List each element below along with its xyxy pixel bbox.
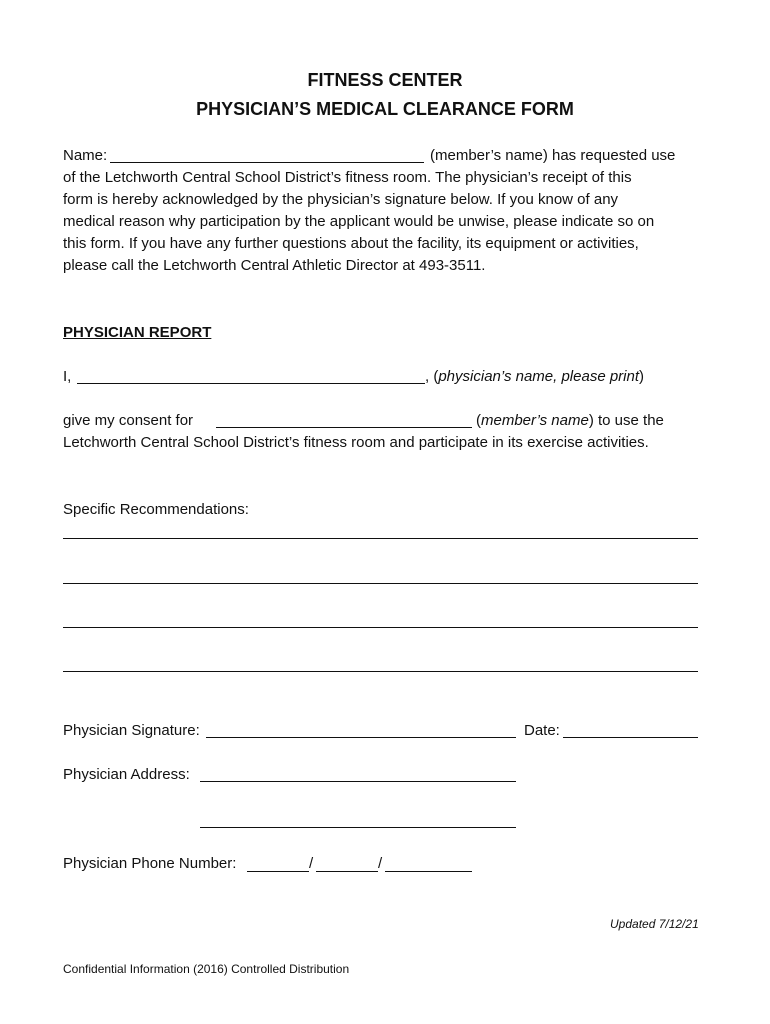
- i-label: I,: [63, 368, 72, 385]
- physician-name-field[interactable]: [77, 383, 425, 384]
- address-label: Physician Address:: [63, 766, 190, 783]
- name-label: Name:: [63, 147, 108, 164]
- recommendations-line-2[interactable]: [63, 583, 698, 584]
- consent-label: give my consent for: [63, 412, 194, 429]
- title-line-2: PHYSICIAN’S MEDICAL CLEARANCE FORM: [196, 99, 574, 119]
- consent-line-2: Letchworth Central School District’s fitness room and participate in its exercise activities.: [63, 434, 649, 451]
- name-suffix-text: (member’s name) has requested use: [430, 147, 676, 164]
- recommendations-line-4[interactable]: [63, 671, 698, 672]
- address-field-line-2[interactable]: [200, 827, 516, 828]
- phone-area-code-field[interactable]: [247, 871, 309, 872]
- intro-line-2: of the Letchworth Central School District’s fitness room. The physician’s receipt of this: [63, 169, 632, 186]
- consent-suffix: (member’s name) to use the: [476, 412, 664, 429]
- physician-name-hint: , (physician’s name, please print): [425, 368, 645, 385]
- date-field[interactable]: [563, 737, 698, 738]
- signature-label: Physician Signature:: [63, 722, 200, 739]
- phone-prefix-field[interactable]: [316, 871, 378, 872]
- phone-line-number-field[interactable]: [385, 871, 472, 872]
- recommendations-line-3[interactable]: [63, 627, 698, 628]
- recommendations-line-1[interactable]: [63, 538, 698, 539]
- recommendations-label: Specific Recommendations:: [63, 501, 249, 518]
- date-label: Date:: [524, 722, 560, 739]
- signature-field[interactable]: [206, 737, 516, 738]
- intro-line-6: please call the Letchworth Central Athletic Director at 493-3511.: [63, 257, 486, 274]
- title-line-1: FITNESS CENTER: [307, 70, 463, 90]
- intro-line-4: medical reason why participation by the applicant would be unwise, please indicate so on: [63, 213, 655, 230]
- confidential-notice: Confidential Information (2016) Controlled Distribution: [63, 962, 350, 976]
- address-field-line-1[interactable]: [200, 781, 516, 782]
- physician-report-heading: PHYSICIAN REPORT: [63, 324, 212, 341]
- member-name-field[interactable]: [110, 162, 424, 163]
- phone-label: Physician Phone Number:: [63, 855, 237, 872]
- consent-member-name-field[interactable]: [216, 427, 472, 428]
- updated-date: Updated 7/12/21: [610, 917, 699, 931]
- intro-line-5: this form. If you have any further questions about the facility, its equipment or activities,: [63, 235, 639, 252]
- intro-line-3: form is hereby acknowledged by the physician’s signature below. If you know of any: [63, 191, 619, 208]
- phone-separator-2: /: [378, 855, 383, 872]
- phone-separator-1: /: [309, 855, 314, 872]
